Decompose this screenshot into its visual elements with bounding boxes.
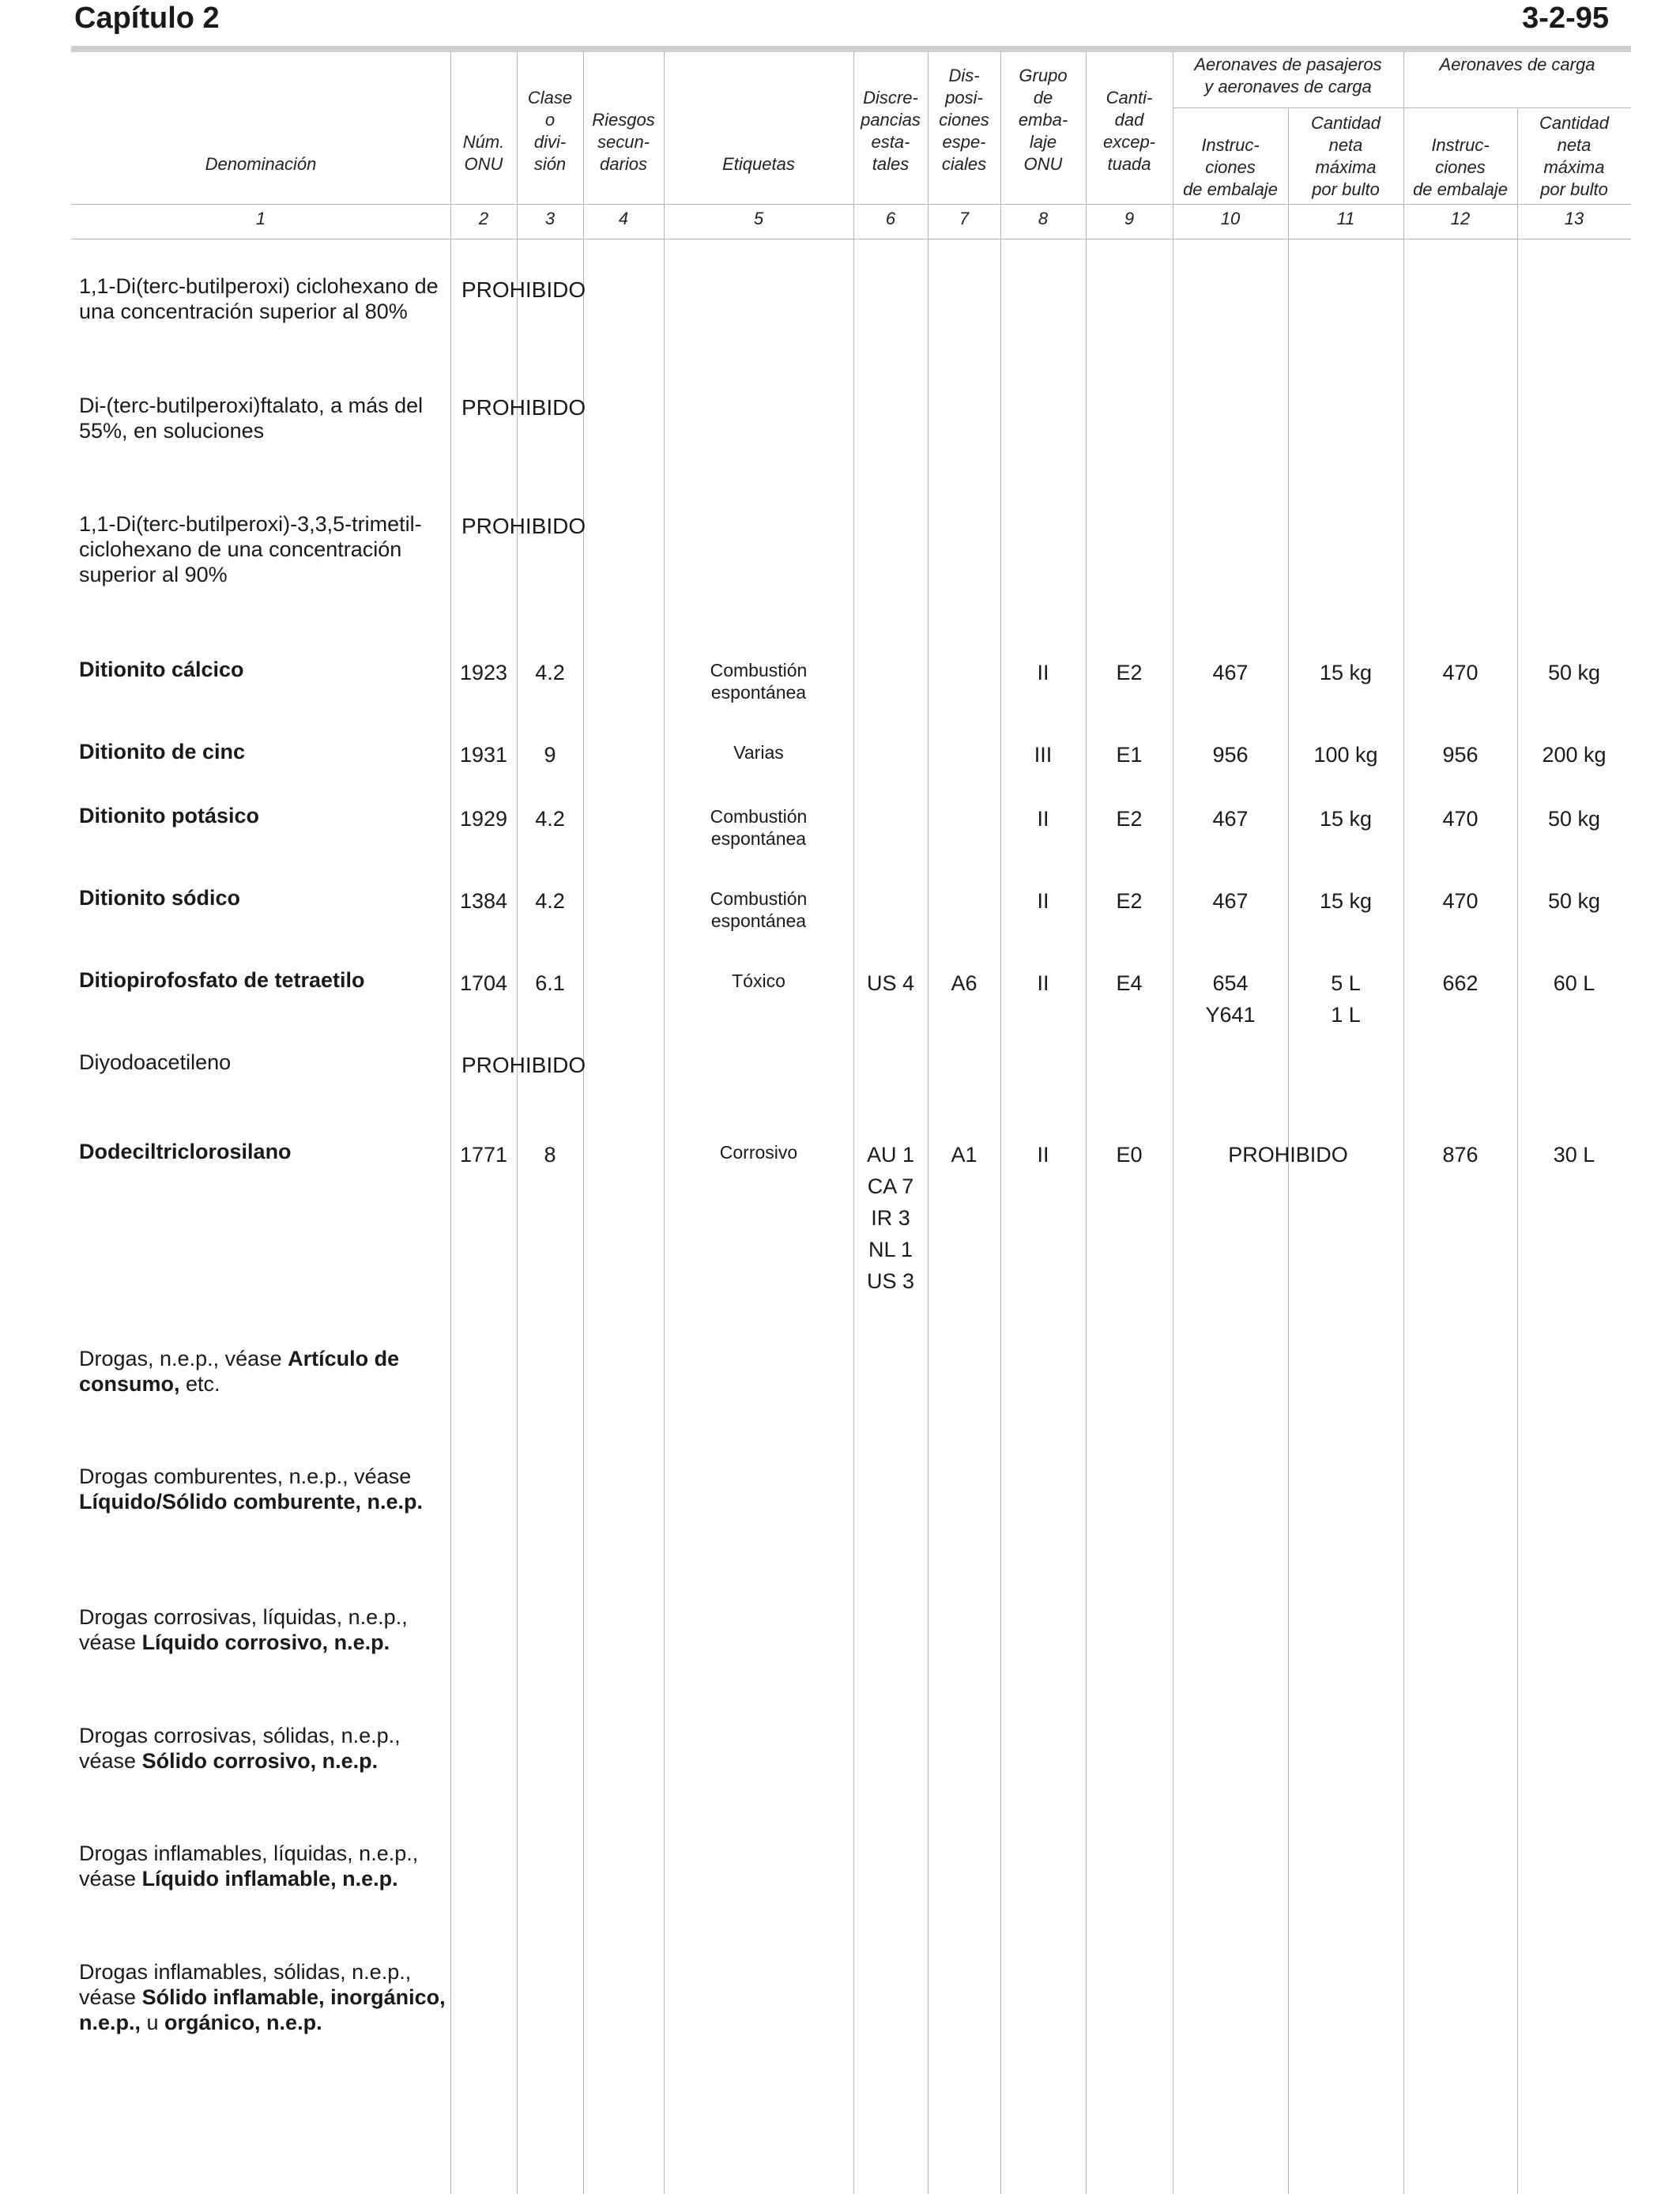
- labels: Corrosivo: [719, 1142, 798, 1163]
- special-provisions: A1: [951, 1143, 977, 1167]
- column-number: 4: [618, 209, 629, 228]
- max-quantity-cargo: 50 kg: [1547, 661, 1601, 684]
- excepted-quantity: E1: [1116, 743, 1143, 767]
- entry-name: Drogas inflamables, sólidas, n.e.p., véase Sólido inflamable, inorgánico, n.e.p., u orgánico, n.e.p.: [79, 1960, 446, 2034]
- un-number: 1704: [459, 971, 508, 995]
- entry-name: Drogas comburentes, n.e.p., véase Líquido/Sólido comburente, n.e.p.: [79, 1465, 423, 1514]
- column-divider: [853, 52, 854, 2194]
- column-number: 11: [1336, 209, 1355, 228]
- packing-group: II: [1037, 971, 1049, 995]
- labels: Combustión espontánea: [710, 888, 808, 931]
- page-number: 3-2-95: [1522, 2, 1609, 35]
- column-divider: [928, 52, 929, 2194]
- max-quantity-pax: 15 kg: [1319, 661, 1373, 684]
- packing-instruction-pax: 467: [1212, 807, 1249, 831]
- entry-name: 1,1-Di(terc-butilperoxi)-3,3,5-trimetil-ciclohexano de una concentración superior al 90%: [79, 512, 422, 586]
- header-instrucciones-cargo: Instruc- ciones de embalaje: [1413, 135, 1508, 199]
- excepted-quantity: E2: [1116, 889, 1143, 913]
- excepted-quantity: E4: [1116, 971, 1143, 995]
- group-header-rule: [1173, 107, 1631, 108]
- header-cantidad-pax: Cantidad neta máxima por bulto: [1310, 113, 1381, 199]
- header-instrucciones-pax: Instruc- ciones de embalaje: [1183, 135, 1278, 199]
- labels: Varias: [733, 742, 784, 763]
- header-etiquetas: Etiquetas: [722, 154, 795, 174]
- column-number: 2: [478, 209, 489, 228]
- header-carga-group: Aeronaves de carga: [1439, 55, 1595, 74]
- max-quantity-cargo: 200 kg: [1542, 743, 1607, 767]
- top-rule: [71, 46, 1631, 52]
- max-quantity-pax: 100 kg: [1313, 743, 1378, 767]
- column-divider: [450, 52, 451, 2194]
- header-num-onu: Núm. ONU: [462, 132, 505, 174]
- column-divider: [517, 52, 518, 2194]
- max-quantity-pax: 5 L 1 L: [1331, 971, 1361, 1027]
- packing-instruction-cargo: 470: [1442, 889, 1478, 913]
- column-number: 1: [255, 209, 266, 228]
- column-number: 9: [1124, 209, 1135, 228]
- excepted-quantity: E2: [1116, 807, 1143, 831]
- column-divider: [1086, 52, 1087, 2194]
- un-number: 1384: [459, 889, 508, 913]
- entry-name: 1,1-Di(terc-butilperoxi) ciclohexano de una concentración superior al 80%: [79, 274, 439, 323]
- header-discrepancias: Discre- pancias esta- tales: [861, 88, 921, 174]
- entry-name: Drogas, n.e.p., véase Artículo de consumo, etc.: [79, 1347, 400, 1396]
- packing-group: II: [1037, 807, 1049, 831]
- entry-name: Ditionito sódico: [79, 886, 240, 910]
- labels: Combustión espontánea: [710, 660, 808, 703]
- column-number: 10: [1220, 209, 1241, 228]
- packing-instruction-pax: 956: [1212, 743, 1249, 767]
- column-number: 13: [1564, 209, 1584, 228]
- header-denominacion: Denominación: [205, 154, 317, 174]
- class-division: 4.2: [535, 889, 565, 913]
- entry-name: Di-(terc-butilperoxi)ftalato, a más del 55%, en soluciones: [79, 394, 424, 443]
- packing-instruction-cargo: 956: [1442, 743, 1478, 767]
- entry-name: Dodeciltriclorosilano: [79, 1140, 292, 1163]
- column-number: 12: [1450, 209, 1471, 228]
- header-grupo: Grupo de emba- laje ONU: [1018, 66, 1068, 174]
- column-number: 6: [885, 209, 896, 228]
- class-division: 8: [544, 1143, 556, 1167]
- column-number: 3: [544, 209, 556, 228]
- un-number: 1923: [459, 661, 508, 684]
- max-quantity-cargo: 50 kg: [1547, 889, 1601, 913]
- entry-name: Ditionito potásico: [79, 804, 259, 827]
- header-clase: Clase o divi- sión: [527, 88, 573, 174]
- packing-instruction-cargo: 470: [1442, 807, 1478, 831]
- prohibited-text: PROHIBIDO: [461, 1053, 586, 1077]
- column-number: 5: [753, 209, 764, 228]
- state-variations: US 4: [866, 971, 915, 995]
- class-division: 4.2: [535, 661, 565, 684]
- special-provisions: A6: [951, 971, 977, 995]
- max-quantity-pax: 15 kg: [1319, 807, 1373, 831]
- prohibited-text: PROHIBIDO: [461, 514, 586, 538]
- entry-name: Drogas corrosivas, sólidas, n.e.p., véase Sólido corrosivo, n.e.p.: [79, 1724, 401, 1773]
- packing-instruction-pax: 654 Y641: [1205, 971, 1256, 1027]
- class-division: 9: [544, 743, 556, 767]
- packing-group: II: [1037, 1143, 1049, 1167]
- packing-group: II: [1037, 661, 1049, 684]
- column-divider: [664, 52, 665, 2194]
- prohibited-text: PROHIBIDO: [461, 277, 586, 302]
- column-divider: [583, 52, 584, 2194]
- prohibited-pax: PROHIBIDO: [1228, 1143, 1348, 1167]
- un-number: 1929: [459, 807, 508, 831]
- class-division: 6.1: [535, 971, 565, 995]
- column-number: 8: [1038, 209, 1049, 228]
- excepted-quantity: E0: [1116, 1143, 1143, 1167]
- packing-instruction-cargo: 876: [1442, 1143, 1478, 1167]
- entry-name: Ditiopirofosfato de tetraetilo: [79, 968, 365, 992]
- header-riesgos: Riesgos secun- darios: [592, 110, 655, 174]
- header-rule: [71, 204, 1631, 205]
- entry-name: Ditionito de cinc: [79, 740, 246, 763]
- un-number: 1931: [459, 743, 508, 767]
- packing-instruction-pax: 467: [1212, 889, 1249, 913]
- column-divider: [1000, 52, 1001, 2194]
- labels: Combustión espontánea: [710, 806, 808, 849]
- packing-instruction-cargo: 662: [1442, 971, 1478, 995]
- packing-group: II: [1037, 889, 1049, 913]
- header-pasajeros-group: Aeronaves de pasajeros y aeronaves de carga: [1194, 55, 1382, 96]
- entry-name: Diyodoacetileno: [79, 1050, 232, 1074]
- max-quantity-cargo: 60 L: [1553, 971, 1595, 995]
- header-cantidad-cargo: Cantidad neta máxima por bulto: [1539, 113, 1610, 199]
- header-disposiciones: Dis- posi- ciones espe- ciales: [939, 66, 989, 174]
- column-divider: [1403, 52, 1404, 2194]
- entry-name: Drogas corrosivas, líquidas, n.e.p., véase Líquido corrosivo, n.e.p.: [79, 1605, 408, 1654]
- excepted-quantity: E2: [1116, 661, 1143, 684]
- packing-instruction-cargo: 470: [1442, 661, 1478, 684]
- chapter-title: Capítulo 2: [74, 2, 220, 35]
- labels: Tóxico: [732, 971, 785, 991]
- un-number: 1771: [459, 1143, 508, 1167]
- max-quantity-cargo: 50 kg: [1547, 807, 1601, 831]
- max-quantity-cargo: 30 L: [1553, 1143, 1595, 1167]
- header-cantidad-exceptuada: Canti- dad excep- tuada: [1102, 88, 1156, 174]
- column-number: 7: [959, 209, 970, 228]
- state-variations: AU 1 CA 7 IR 3 NL 1 US 3: [866, 1143, 915, 1293]
- class-division: 4.2: [535, 807, 565, 831]
- packing-instruction-pax: 467: [1212, 661, 1249, 684]
- entry-name: Drogas inflamables, líquidas, n.e.p., véase Líquido inflamable, n.e.p.: [79, 1842, 419, 1891]
- packing-group: III: [1034, 743, 1053, 767]
- max-quantity-pax: 15 kg: [1319, 889, 1373, 913]
- entry-name: Ditionito cálcico: [79, 658, 244, 681]
- prohibited-text: PROHIBIDO: [461, 395, 586, 420]
